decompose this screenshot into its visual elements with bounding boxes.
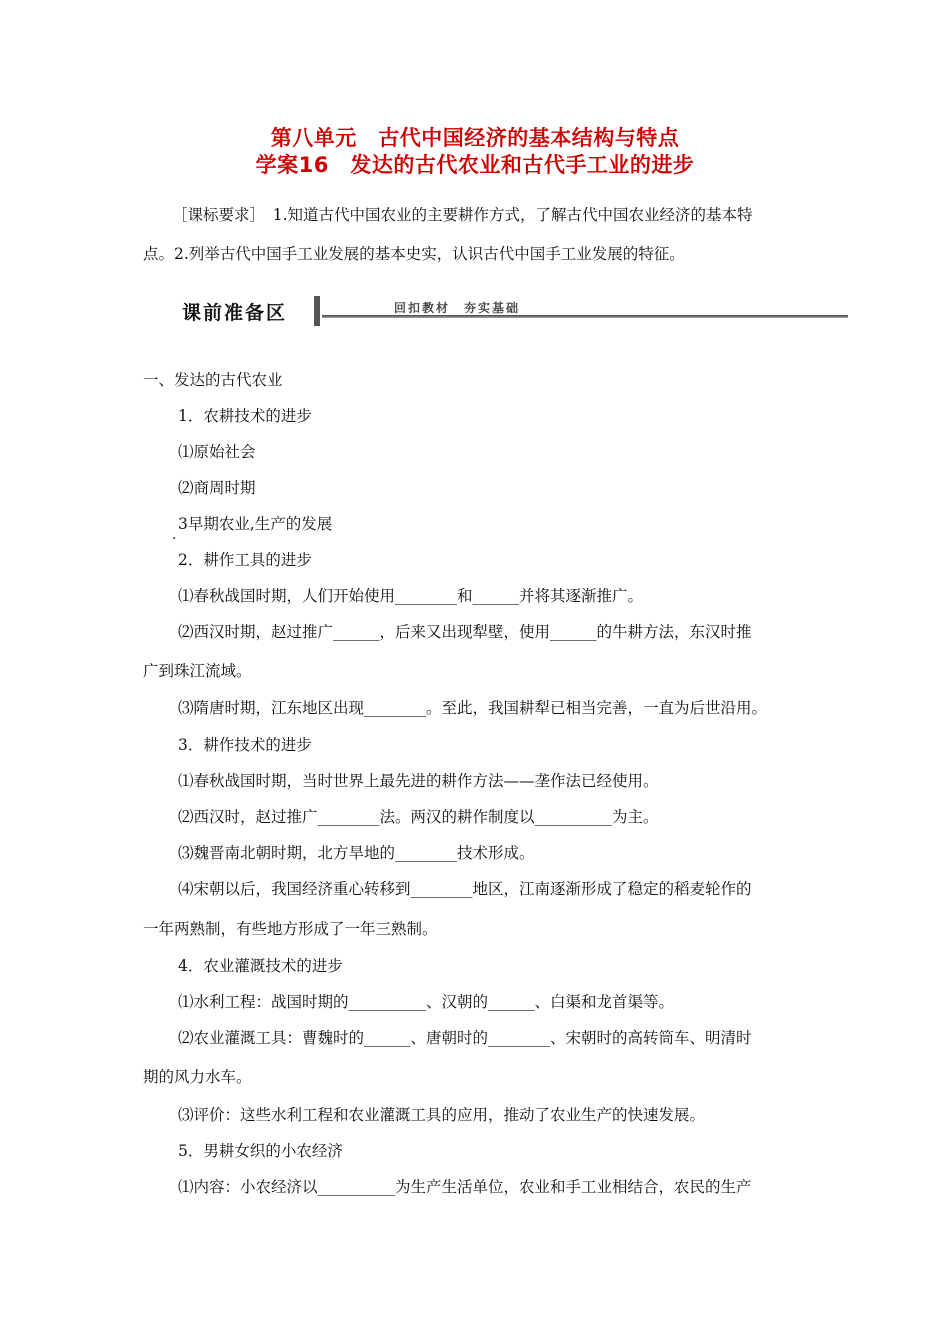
section-heading-agriculture: 一、发达的古代农业 bbox=[143, 371, 283, 389]
case-title: 学案16 发达的古代农业和古代手工业的进步 bbox=[255, 153, 695, 177]
subheading-irrigation: 4．农业灌溉技术的进步 bbox=[178, 957, 343, 975]
body-line: ⑵商周时期 bbox=[178, 479, 256, 497]
body-line: 期的风力水车。 bbox=[143, 1068, 252, 1086]
subheading-small-peasant-economy: 5．男耕女织的小农经济 bbox=[178, 1142, 343, 1160]
body-line: ⑵农业灌溉工具：曹魏时的______、唐朝时的________、宋朝时的高转筒车、明清时 bbox=[178, 1029, 752, 1047]
section-banner bbox=[172, 296, 848, 330]
unit-title: 第八单元 古代中国经济的基本结构与特点 bbox=[270, 126, 680, 150]
requirements-line-2: 点。2.列举古代中国手工业发展的基本史实，认识古代中国手工业发展的特征。 bbox=[143, 245, 685, 263]
body-line: ⑴春秋战国时期，人们开始使用________和______并将其逐渐推广。 bbox=[178, 587, 644, 605]
body-line: ⑵西汉时，赵过推广________法。两汉的耕作制度以__________为主。 bbox=[178, 808, 659, 826]
body-line: ⑴春秋战国时期，当时世界上最先进的耕作方法——垄作法已经使用。 bbox=[178, 772, 659, 790]
body-line: ⑷宋朝以后，我国经济重心转移到________地区，江南逐渐形成了稳定的稻麦轮作的 bbox=[178, 880, 752, 898]
banner-subtitle: 回扣教材 夯实基础 bbox=[394, 301, 521, 315]
body-line: ⑴内容：小农经济以__________为生产生活单位，农业和手工业相结合，农民的生产 bbox=[178, 1178, 752, 1196]
banner-divider bbox=[314, 296, 320, 326]
body-line: ⑵西汉时期，赵过推广______，后来又出现犁壁，使用______的牛耕方法，东汉时推 bbox=[178, 623, 752, 641]
requirements-line-1: ［课标要求］ 1.知道古代中国农业的主要耕作方式，了解古代中国农业经济的基本特 bbox=[172, 206, 753, 224]
banner-label: 课前准备区 bbox=[182, 302, 288, 324]
body-line: ⑶隋唐时期，江东地区出现________。至此，我国耕犁已相当完善，一直为后世沿用。 bbox=[178, 699, 768, 717]
subheading-farming-tech: 1．农耕技术的进步 bbox=[178, 407, 312, 425]
body-line: ⑶魏晋南北朝时期，北方旱地的________技术形成。 bbox=[178, 844, 535, 862]
body-line: ⑴水利工程：战国时期的__________、汉朝的______、白渠和龙首渠等。 bbox=[178, 993, 675, 1011]
body-line: 3早期农业,生产的发展 bbox=[178, 515, 333, 533]
stray-dot: . bbox=[172, 527, 177, 543]
subheading-techniques: 3．耕作技术的进步 bbox=[178, 736, 312, 754]
body-line: ⑶评价：这些水利工程和农业灌溉工具的应用，推动了农业生产的快速发展。 bbox=[178, 1106, 706, 1124]
body-line: ⑴原始社会 bbox=[178, 443, 256, 461]
subheading-tools: 2．耕作工具的进步 bbox=[178, 551, 312, 569]
body-line: 广到珠江流域。 bbox=[143, 662, 252, 680]
body-line: 一年两熟制，有些地方形成了一年三熟制。 bbox=[143, 920, 438, 938]
